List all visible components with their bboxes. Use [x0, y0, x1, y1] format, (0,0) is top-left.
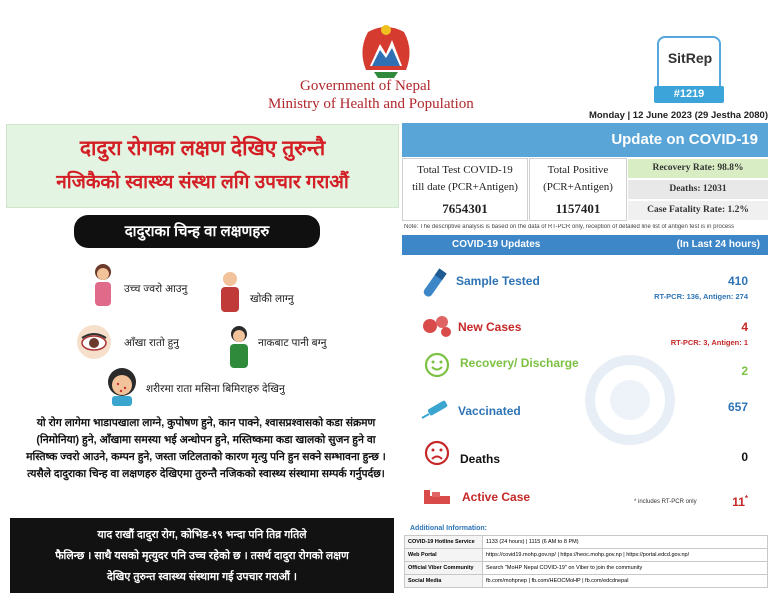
sad-face-icon: [424, 440, 450, 471]
total-positive-value: 1157401: [555, 201, 601, 216]
cough-icon: [212, 270, 248, 319]
info-row: [405, 562, 768, 575]
recovery-label: Recovery/ Discharge: [460, 356, 579, 370]
analysis-note: Note: The descriptive analysis is based on the data of RT-PCR only, reception of detailed line list of antigen test is in process: [404, 224, 735, 230]
info-row: [405, 549, 768, 562]
symptom-fever: उच्च ज्वरो आउनु: [124, 283, 188, 295]
updates-period: (In Last 24 hours): [676, 239, 760, 250]
runny-nose-icon: [222, 324, 256, 373]
banner-line-1: दादुरा रोगका लक्षण देखिए तुरुन्तै: [79, 137, 326, 160]
report-date: Monday | 12 June 2023 (29 Jestha 2080): [588, 110, 768, 121]
virus-icon: [420, 312, 454, 345]
info-value[interactable]: fb.com/mohpnep | fb.com/HEOCMoHP | fb.com/edcdnepal: [483, 575, 768, 588]
test-tube-icon: [418, 266, 450, 305]
symptom-runny-nose: नाकबाट पानी बग्नु: [258, 337, 327, 349]
measles-description: यो रोग लागेमा भाडापखाला लाग्ने, कुपोषण हुने, कान पाक्ने, श्वासप्रश्वासको कडा संक्रमण (निमोनिया) हुने, आँखामा समस्या भई अन्धोपन हुने, मस्तिष्कमा कडा खालको सुजन हुने वा मस्तिष्क ज्वरो आउने, कम्पन हुने, जस्ता जटिलताको कारण मृत्यु पनि हुन सक्ने सम्भावना हुन्छ । त्यसैले दादुराका चिन्ह वा लक्षणहरु देखिएमा तुरुन्तै नजिकको स्वास्थ्य संस्थामा सम्पर्क गर्नुपर्दछ।: [26, 417, 386, 480]
reminder-line-1: याद राखौं दादुरा रोग, कोभिड-१९ भन्दा पनि तिव्र गतिले: [97, 529, 307, 541]
updates-title: COVID-19 Updates: [452, 239, 541, 250]
deaths-value: 0: [741, 450, 748, 464]
smile-icon: [424, 352, 450, 383]
additional-info-table: [404, 535, 768, 588]
recovery-value: 2: [741, 364, 748, 378]
active-case-number: 11: [732, 495, 745, 509]
vaccinated-value: 657: [727, 400, 748, 414]
nepal-emblem: [346, 20, 426, 80]
syringe-icon: [420, 396, 454, 427]
hospital-icon: [422, 486, 452, 513]
additional-info-title: Additional Information:: [410, 525, 487, 532]
update-title: Update on COVID-19: [611, 131, 758, 148]
new-cases-value: 4: [741, 320, 748, 334]
vaccinated-label: Vaccinated: [458, 404, 521, 418]
info-value[interactable]: https://covid19.mohp.gov.np/ | https://heoc.mohp.gov.np | https://portal.edcd.gov.np/: [483, 549, 768, 562]
rash-icon: [104, 366, 140, 411]
red-eye-icon: [76, 324, 112, 365]
case-fatality-rate: Case Fatality Rate: 1.2%: [628, 201, 768, 220]
new-cases-label: New Cases: [458, 320, 522, 334]
active-case-value: [668, 494, 748, 509]
symptom-cough: खोकी लाग्नु: [250, 293, 294, 305]
signs-title: दादुराका चिन्ह वा लक्षणहरु: [74, 215, 320, 248]
active-case-label: Active Case: [462, 490, 531, 504]
sample-tested-breakdown: RT-PCR: 136, Antigen: 274: [654, 292, 748, 301]
reminder-line-3: देखिए तुरुन्त स्वास्थ्य संस्थामा गई उपचार गराऔं ।: [107, 571, 297, 583]
sitrep-number: #1219: [654, 86, 724, 103]
active-case-note: * includes RT-PCR only: [634, 499, 697, 505]
info-key: COVID-19 Hotline Service: [405, 536, 483, 549]
symptom-red-eyes: आँखा रातो हुनु: [124, 337, 179, 349]
total-test-value: 7654301: [442, 201, 488, 216]
banner-line-2: नजिकैको स्वास्थ्य संस्था लगि उपचार गराऔं: [56, 172, 349, 193]
info-row: [405, 575, 768, 588]
fever-icon: [86, 262, 120, 313]
gov-title: Government of Nepal: [300, 78, 431, 94]
info-key: Official Viber Community: [405, 562, 483, 575]
deaths-label: Deaths: [460, 452, 501, 466]
sample-tested-label: Sample Tested: [456, 274, 540, 288]
info-value: 1133 (24 hours) | 1115 (6 AM to 8 PM): [483, 536, 768, 549]
reminder-line-2: फैलिन्छ । साथै यसको मृत्युदर पनि उच्च रहेको छ । तसर्थ दादुरा रोगको लक्षण: [55, 550, 349, 562]
total-deaths: Deaths: 12031: [628, 180, 768, 199]
active-case-star: *: [744, 494, 748, 503]
recovery-rate: Recovery Rate: 98.8%: [628, 159, 768, 178]
new-cases-breakdown: RT-PCR: 3, Antigen: 1: [670, 338, 748, 347]
total-test-label-2: till date (PCR+Antigen): [412, 181, 518, 193]
info-value: Search "MoHP Nepal COVID-19" on Viber to join the community: [483, 562, 768, 575]
symptom-rash: शरीरमा राता मसिना बिमिराहरु देखिनु: [146, 383, 285, 395]
info-key: Web Portal: [405, 549, 483, 562]
info-row: [405, 536, 768, 549]
sample-tested-value: 410: [727, 274, 748, 288]
total-positive-label-2: (PCR+Antigen): [543, 181, 613, 193]
total-test-label-1: Total Test COVID-19: [417, 164, 513, 176]
sitrep-label: SitRep: [667, 50, 713, 66]
ministry-title: Ministry of Health and Population: [268, 96, 474, 112]
reminder-text: [14, 525, 390, 588]
info-key: Social Media: [405, 575, 483, 588]
total-positive-label-1: Total Positive: [547, 164, 609, 176]
